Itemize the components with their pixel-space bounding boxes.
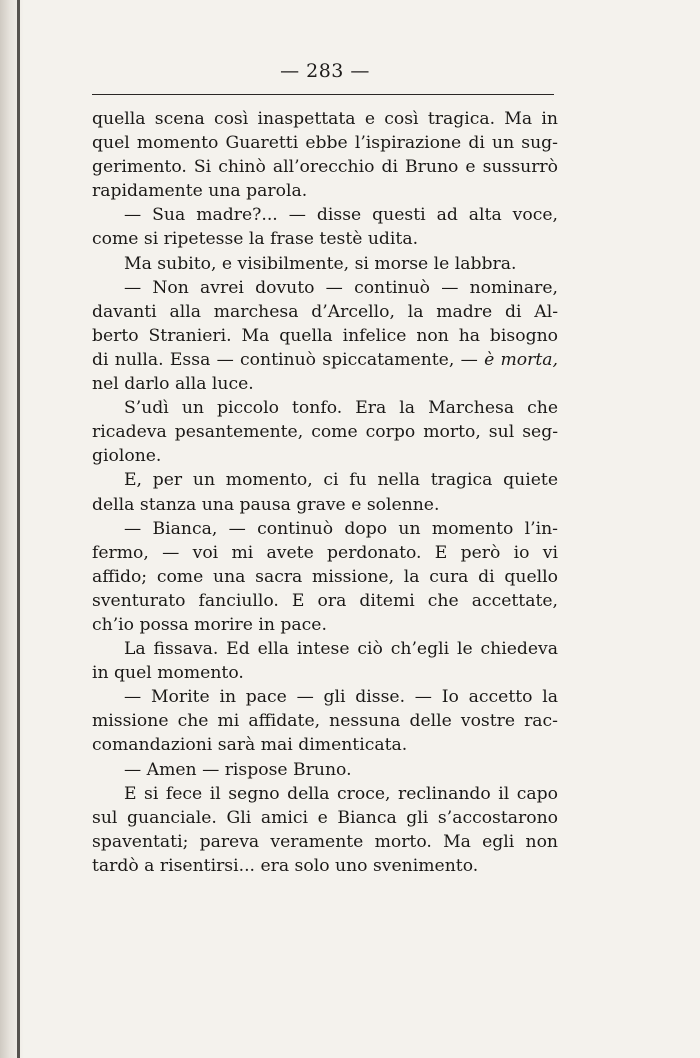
text-line-content: della stanza una pausa grave e solenne.	[92, 494, 440, 515]
text-line	[92, 276, 558, 300]
text-line-content: come si ripetesse la frase testè udita.	[92, 229, 419, 250]
italic-text: è morta,	[484, 349, 558, 370]
text-line-content: — Amen — rispose Bruno.	[124, 759, 352, 780]
text-line	[92, 565, 558, 589]
text-line	[92, 179, 558, 203]
text-line	[92, 227, 558, 251]
text-line	[92, 758, 558, 782]
text-line	[92, 661, 558, 685]
text-line-content: spaventati; pareva veramente morto. Ma egli non	[92, 831, 558, 852]
text-line-content: quel momento Guaretti ebbe l’ispirazione di un sug-	[92, 133, 558, 154]
page-binding-shadow	[0, 0, 24, 1058]
text-line-content: — Sua madre?... — disse questi ad alta voce,	[124, 205, 558, 226]
text-line-content: missione che mi affidate, nessuna delle vostre rac-	[92, 711, 558, 732]
text-line	[92, 589, 558, 613]
text-line-content: berto Stranieri. Ma quella infelice non ha bisogno	[92, 325, 558, 346]
text-line-content: sventurato fanciullo. E ora ditemi che accettate,	[92, 590, 558, 611]
text-line	[92, 517, 558, 541]
text-line-content: E, per un momento, ci fu nella tragica quiete	[124, 470, 558, 491]
text-line	[92, 396, 558, 420]
text-line-content: S’udì un piccolo tonfo. Era la Marchesa che	[124, 398, 558, 419]
text-line	[92, 203, 558, 227]
text-line-content: Ma subito, e visibilmente, si morse le labbra.	[124, 253, 517, 274]
header-rule	[92, 94, 554, 95]
text-line	[92, 541, 558, 565]
text-line-content: gerimento. Si chinò all’orecchio di Bruno e sussurrò	[92, 157, 558, 178]
text-line	[92, 782, 558, 806]
text-line	[92, 300, 558, 324]
text-line-content: ricadeva pesantemente, come corpo morto, sul seg-	[92, 422, 558, 443]
text-line-content: in quel momento.	[92, 663, 244, 684]
text-line-content: giolone.	[92, 446, 162, 467]
text-line	[92, 685, 558, 709]
text-line-content: rapidamente una parola.	[92, 181, 308, 202]
body-text	[92, 107, 558, 878]
text-line	[92, 806, 558, 830]
text-line	[92, 637, 558, 661]
text-line-content: nel darlo alla luce.	[92, 374, 254, 395]
text-line	[92, 493, 558, 517]
text-line	[92, 830, 558, 854]
text-line	[92, 468, 558, 492]
text-line-content: quella scena così inaspettata e così tragica. Ma in	[92, 109, 558, 129]
text-line-content: — Morite in pace — gli disse. — Io accetto la	[124, 687, 558, 708]
text-line	[92, 444, 558, 468]
text-line	[92, 613, 558, 637]
text-line-content: affido; come una sacra missione, la cura di quello	[92, 566, 558, 587]
text-line	[92, 733, 558, 757]
text-line-content: tardò a risentirsi... era solo uno svenimento.	[92, 855, 479, 876]
text-line	[92, 854, 558, 878]
text-line-content: La fissava. Ed ella intese ciò ch’egli le chiedeva	[124, 639, 558, 660]
text-line-content: comandazioni sarà mai dimenticata.	[92, 735, 408, 756]
text-line	[92, 155, 558, 179]
text-line-content: — Non avrei dovuto — continuò — nominare,	[124, 277, 558, 298]
text-line-content: ch’io possa morire in pace.	[92, 614, 327, 635]
text-line	[92, 348, 558, 372]
text-line	[92, 252, 558, 276]
text-line	[92, 324, 558, 348]
text-line-content: — Bianca, — continuò dopo un momento l’in-	[124, 518, 558, 539]
text-line	[92, 420, 558, 444]
text-line-content: sul guanciale. Gli amici e Bianca gli s’accostarono	[92, 807, 558, 828]
text-line-content: di nulla. Essa — continuò spiccatamente, —	[92, 349, 485, 370]
text-line	[92, 372, 558, 396]
text-line-content: E si fece il segno della croce, reclinando il capo	[124, 783, 558, 804]
text-line	[92, 131, 558, 155]
text-line-content: davanti alla marchesa d’Arcello, la madre di Al-	[92, 301, 558, 322]
text-line-content: fermo, — voi mi avete perdonato. E però io vi	[92, 542, 558, 563]
text-line	[92, 107, 558, 131]
page-binding-edge	[17, 0, 20, 1058]
page-number: — 283 —	[280, 60, 370, 82]
text-line	[92, 709, 558, 733]
